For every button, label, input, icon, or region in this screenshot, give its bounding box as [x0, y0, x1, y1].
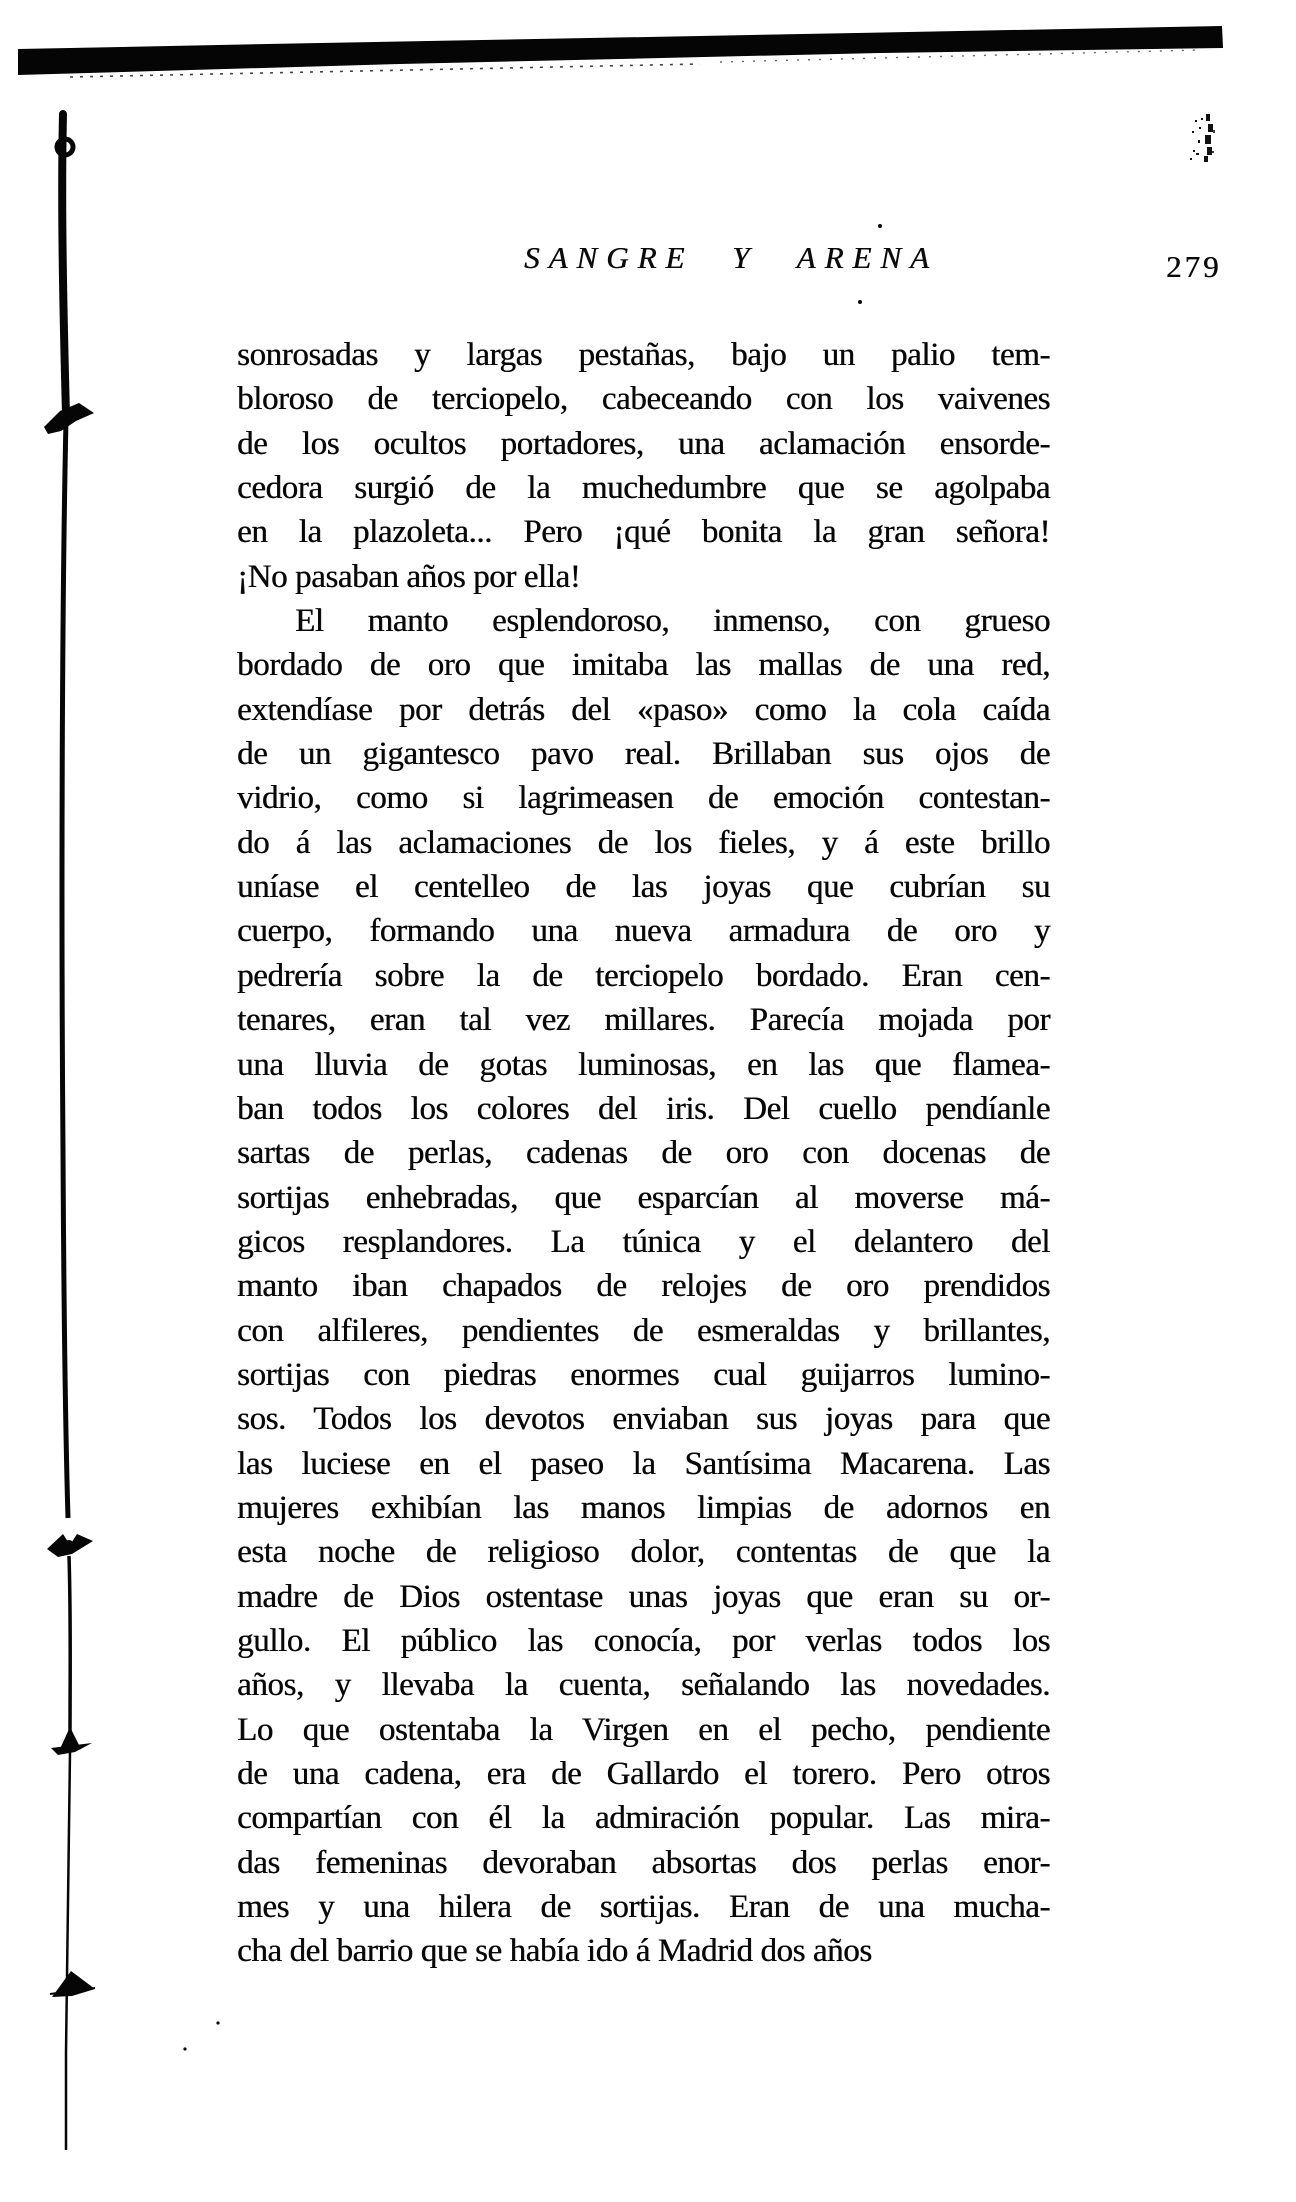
text-line: en la plazoleta... Pero ¡qué bonita la gran señora!	[237, 514, 1050, 551]
text-line: madre de Dios ostentase unas joyas que eran su or-	[237, 1578, 1050, 1615]
text-line: sonrosadas y largas pestañas, bajo un palio tem-	[237, 337, 1050, 373]
text-line: do á las aclamaciones de los fieles, y á este brillo	[237, 824, 1050, 861]
text-line: ban todos los colores del iris. Del cuello pendíanle	[237, 1090, 1050, 1127]
ink-smudge	[1190, 114, 1215, 162]
text-line: compartían con él la admiración popular. Las mira-	[237, 1800, 1050, 1837]
page-number: 279	[1166, 249, 1222, 284]
text-line: pedrería sobre la de terciopelo bordado. Eran cen-	[237, 957, 1050, 994]
text-line: sortijas con piedras enormes cual guijarros lumino-	[237, 1356, 1050, 1393]
text-line: sartas de perlas, cadenas de oro con docenas de	[237, 1135, 1050, 1172]
text-line: mes y una hilera de sortijas. Eran de una mucha-	[237, 1889, 1050, 1926]
crease-bowtie-mark	[47, 1534, 93, 1557]
text-line: de una cadena, era de Gallardo el torero. Pero otros	[237, 1756, 1050, 1792]
crease-arrow-lower	[52, 1971, 95, 1997]
crease-loop	[57, 139, 73, 155]
text-line: con alfileres, pendientes de esmeraldas y brillantes,	[237, 1312, 1050, 1349]
text-line: vidrio, como si lagrimeasen de emoción contestan-	[237, 780, 1050, 817]
binding-crease-line	[44, 114, 95, 2150]
text-line: El manto esplendoroso, inmenso, con grueso	[295, 603, 1050, 640]
text-line: sos. Todos los devotos enviaban sus joyas para que	[237, 1401, 1050, 1438]
page-edge-bar	[18, 26, 1223, 77]
running-header-title: SANGRE Y ARENA	[524, 240, 938, 275]
text-line: bordado de oro que imitaba las mallas de una red,	[237, 647, 1050, 684]
text-line: manto iban chapados de relojes de oro prendidos	[237, 1268, 1050, 1305]
text-line: de un gigantesco pavo real. Brillaban sus ojos de	[237, 736, 1050, 773]
text-line: tenares, eran tal vez millares. Parecía mojada por	[237, 1002, 1050, 1039]
text-line: una lluvia de gotas luminosas, en las que flamea-	[237, 1046, 1050, 1083]
text-line: gicos resplandores. La túnica y el delantero del	[237, 1223, 1050, 1260]
text-line: mujeres exhibían las manos limpias de adornos en	[237, 1489, 1050, 1526]
text-line: cha del barrio que se había ido á Madrid dos años	[237, 1933, 872, 1970]
text-line: gullo. El público las conocía, por verlas todos los	[237, 1622, 1050, 1659]
body-text-block	[237, 333, 1050, 1974]
text-line: ¡No pasaban años por ella!	[237, 558, 581, 595]
text-line: uníase el centelleo de las joyas que cubrían su	[237, 869, 1050, 906]
text-line: años, y llevaba la cuenta, señalando las novedades.	[237, 1667, 1050, 1704]
text-line: esta noche de religioso dolor, contentas de que la	[237, 1534, 1050, 1571]
text-line: Lo que ostentaba la Virgen en el pecho, pendiente	[237, 1711, 1050, 1748]
text-line: cedora surgió de la muchedumbre que se agolpaba	[237, 470, 1050, 507]
text-line: las luciese en el paseo la Santísima Macarena. Las	[237, 1445, 1050, 1482]
text-line: das femeninas devoraban absortas dos perlas enor-	[237, 1844, 1050, 1881]
crease-arrow-upper	[44, 403, 94, 434]
text-line: de los ocultos portadores, una aclamación ensorde-	[237, 425, 1050, 462]
text-line: cuerpo, formando una nueva armadura de oro y	[237, 913, 1050, 950]
text-line: extendíase por detrás del «paso» como la cola caída	[237, 691, 1050, 728]
crease-anchor-mark	[51, 1743, 92, 1755]
text-line: bloroso de terciopelo, cabeceando con los vaivenes	[237, 381, 1050, 418]
text-line: sortijas enhebradas, que esparcían al moverse má-	[237, 1179, 1050, 1216]
